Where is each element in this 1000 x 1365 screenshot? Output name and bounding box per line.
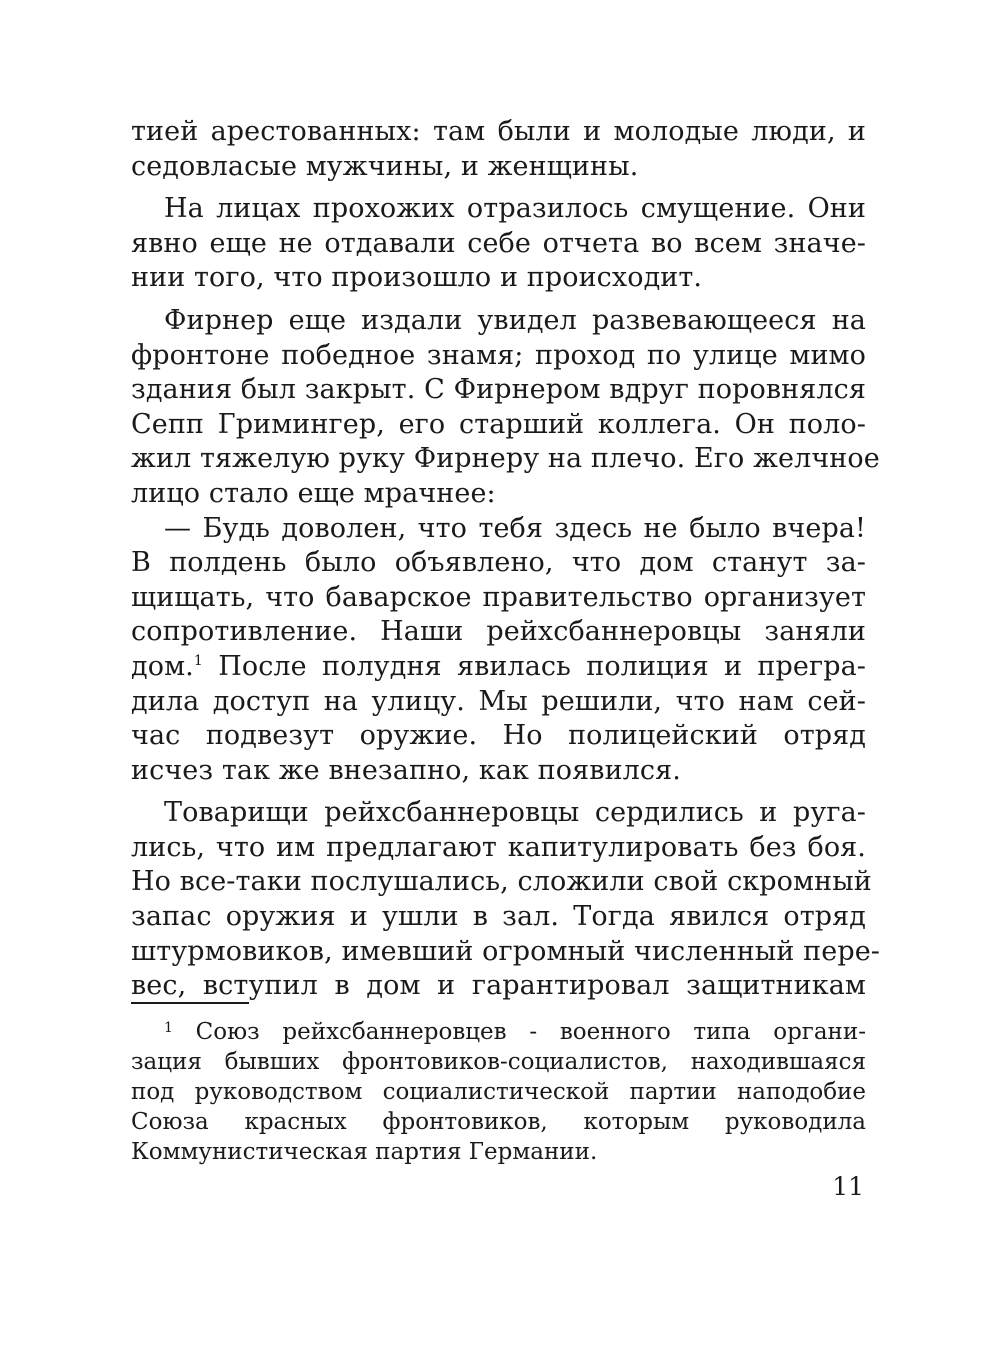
paragraph-1 <box>131 115 866 184</box>
footnote <box>131 1017 866 1167</box>
paragraph-2 <box>131 192 866 296</box>
footnote-line: Коммунистическая партия Германии. <box>131 1139 598 1165</box>
page-number: 11 <box>832 1172 864 1201</box>
text-line: вес, вступил в дом и гарантировал защитникам <box>131 970 866 1002</box>
paragraph-5 <box>131 796 881 1004</box>
text-line: В полдень было объявлено, что дом станут за- <box>131 547 866 579</box>
text-line: нии того, что произошло и происходит. <box>131 262 703 294</box>
text-line: дила доступ на улицу. Мы решили, что нам сей- <box>131 685 866 717</box>
text-line: штурмовиков, имевший огромный численный пере- <box>131 935 881 967</box>
text-line: Фирнер еще издали увидел развевающееся на <box>164 304 866 336</box>
paragraph-3 <box>131 304 880 512</box>
text-line: щищать, что баварское правительство организует <box>131 581 866 613</box>
text-line: Но все-таки послушались, сложили свой скромный <box>131 866 872 898</box>
footnote-line: зация бывших фронтовиков-социалистов, находившаяся <box>131 1049 866 1075</box>
text-fragment: дом. <box>131 650 194 682</box>
text-line: сопротивление. Наши рейхсбаннеровцы заняли <box>131 616 866 648</box>
text-line: тией арестованных: там были и молодые люди, и <box>131 116 866 147</box>
text-line: явно еще не отдавали себе отчета во всем значе- <box>131 227 866 259</box>
text-line: фронтоне победное знамя; проход по улице мимо <box>131 339 866 371</box>
text-fragment: Союз рейхсбаннеровцев - военного типа органи- <box>195 1019 866 1045</box>
text-line: лись, что им предлагают капитулировать без боя. <box>131 831 866 863</box>
text-line: жил тяжелую руку Фирнеру на плечо. Его желчное <box>131 443 880 475</box>
text-line: здания был закрыт. С Фирнером вдруг поровнялся <box>131 374 866 406</box>
footnote-marker: 1 <box>164 1020 173 1036</box>
footnote-line: под руководством социалистической партии наподобие <box>131 1079 866 1105</box>
text-line: седовласые мужчины, и женщины. <box>131 150 639 182</box>
text-line: Сепп Гримингер, его старший коллега. Он поло- <box>131 408 866 440</box>
text-line: запас оружия и ушли в зал. Тогда явился отряд <box>131 901 866 933</box>
text-fragment: После полудня явилась полиция и прегра- <box>218 650 866 682</box>
footnote-line <box>131 1017 866 1047</box>
text-line: лицо стало еще мрачнее: <box>131 477 496 509</box>
footnote-reference: 1 <box>193 652 203 669</box>
text-line: Товарищи рейхсбаннеровцы сердились и руга- <box>164 797 866 829</box>
text-line: — Будь доволен, что тебя здесь не было вчера! <box>164 512 866 544</box>
paragraph-4 <box>131 512 866 789</box>
text-line: исчез так же внезапно, как появился. <box>131 754 681 786</box>
text-line: На лицах прохожих отразилось смущение. Они <box>164 193 866 225</box>
footnote-line: Союза красных фронтовиков, которым руководила <box>131 1109 866 1135</box>
footnote-divider <box>131 1002 249 1004</box>
text-line-with-footnote <box>131 650 866 685</box>
text-line: час подвезут оружие. Но полицейский отряд <box>131 720 866 752</box>
main-text <box>131 115 881 1004</box>
